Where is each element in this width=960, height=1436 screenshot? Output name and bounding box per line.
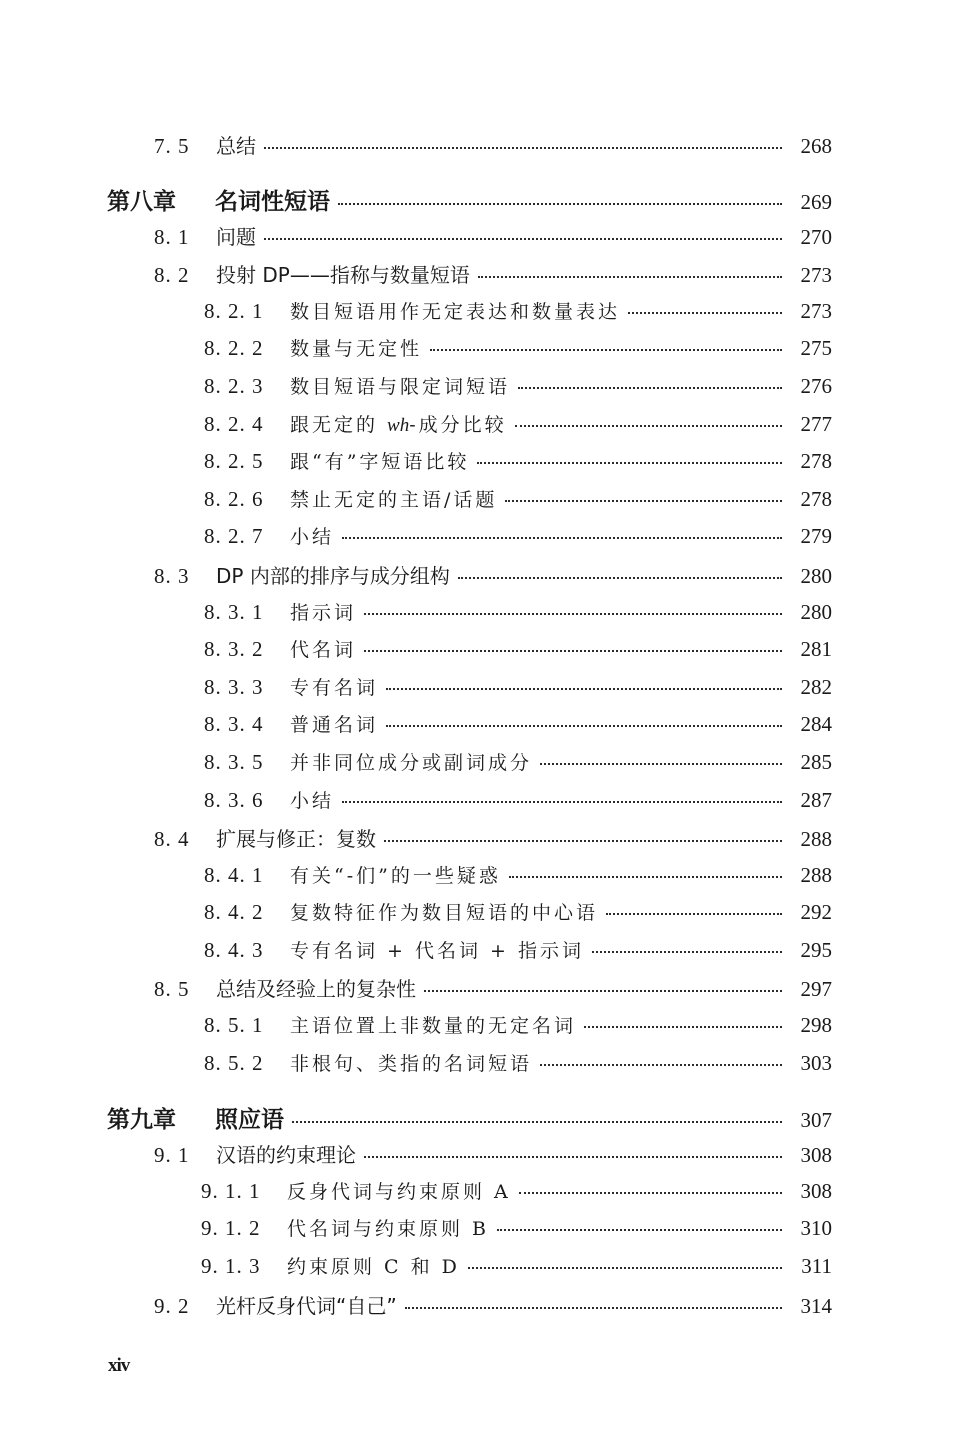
toc-entry-page: 285: [800, 750, 832, 774]
toc-entry-page: 297: [800, 977, 832, 1001]
toc-entry-title: 主语位置上非数量的无定名词: [290, 1015, 577, 1037]
toc-entry-page: 268: [800, 134, 832, 158]
toc-entry-page: 277: [800, 412, 832, 436]
toc-entry-page: 292: [800, 900, 832, 924]
toc-entry-number: 8. 2. 3: [204, 374, 264, 398]
toc-entry-title: 照应语: [215, 1107, 284, 1133]
toc-entry-sub[interactable]: [204, 410, 832, 440]
toc-entry-number: 9. 1. 2: [201, 1216, 261, 1240]
toc-entry-number: 8. 3. 5: [204, 750, 264, 774]
toc-entry-number: 8. 2. 7: [204, 524, 264, 548]
dot-leader: [468, 1261, 782, 1269]
toc-entry-chapter[interactable]: [107, 183, 832, 213]
toc-entry-title: 反身代词与约束原则 A: [287, 1181, 511, 1203]
dot-leader: [497, 1223, 782, 1231]
toc-entry-title: DP 内部的排序与成分组构: [216, 564, 450, 588]
toc-entry-number: 第九章: [107, 1107, 176, 1133]
toc-entry-section[interactable]: [154, 823, 832, 853]
toc-entry-section[interactable]: [154, 221, 832, 251]
toc-entry-title: 代名词: [290, 639, 357, 661]
toc-entry-page: 287: [800, 788, 832, 812]
toc-entry-page: 308: [800, 1179, 832, 1203]
dot-leader: [424, 984, 782, 992]
toc-entry-number: 8. 4: [154, 827, 190, 851]
dot-leader: [364, 1150, 782, 1158]
toc-entry-title: 专有名词: [290, 677, 379, 699]
dot-leader: [405, 1301, 782, 1309]
toc-entry-title: 跟无定的 wh-成分比较: [290, 414, 507, 436]
toc-entry-title: 并非同位成分或副词成分: [290, 752, 533, 774]
toc-entry-section[interactable]: [154, 1139, 832, 1169]
dot-leader: [509, 870, 782, 878]
toc-entry-page: 276: [800, 374, 832, 398]
toc-entry-section[interactable]: [154, 130, 832, 160]
toc-entry-number: 8. 4. 2: [204, 900, 264, 924]
toc-entry-sub[interactable]: [204, 1049, 832, 1079]
dot-leader: [292, 1115, 782, 1123]
toc-entry-sub[interactable]: [204, 334, 832, 364]
toc-entry-page: 282: [800, 675, 832, 699]
toc-entry-number: 8. 3. 3: [204, 675, 264, 699]
toc-entry-number: 8. 1: [154, 225, 190, 249]
toc-entry-section[interactable]: [154, 259, 832, 289]
toc-entry-section[interactable]: [154, 1290, 832, 1320]
toc-entry-page: 298: [800, 1013, 832, 1037]
dot-leader: [518, 381, 782, 389]
toc-entry-title: 数目短语用作无定表达和数量表达: [290, 301, 621, 323]
dot-leader: [519, 1186, 782, 1194]
toc-entry-number: 8. 3: [154, 564, 190, 588]
toc-entry-page: 307: [800, 1108, 832, 1132]
dot-leader: [386, 682, 782, 690]
dot-leader: [264, 141, 782, 149]
toc-entry-title: 专有名词 + 代名词 + 指示词: [290, 940, 584, 962]
toc-entry-number: 第八章: [107, 189, 176, 215]
toc-entry-title: 复数特征作为数目短语的中心语: [290, 902, 599, 924]
toc-entry-page: 270: [800, 225, 832, 249]
toc-entry-page: 288: [800, 827, 832, 851]
page-number-folio: xiv: [108, 1355, 130, 1376]
toc-entry-page: 303: [800, 1051, 832, 1075]
toc-entry-title: 总结: [216, 134, 256, 158]
toc-entry-sub[interactable]: [204, 710, 832, 740]
dot-leader: [540, 757, 782, 765]
toc-entry-page: 314: [800, 1294, 832, 1318]
dot-leader: [342, 795, 782, 803]
toc-entry-page: 281: [800, 637, 832, 661]
toc-entry-title: 扩展与修正：复数: [216, 827, 376, 851]
toc-entry-title: 投射 DP——指称与数量短语: [216, 263, 470, 287]
dot-leader: [384, 834, 782, 842]
toc-entry-sub[interactable]: [204, 522, 832, 552]
dot-leader: [505, 494, 782, 502]
dot-leader: [606, 907, 782, 915]
toc-entry-sub[interactable]: [204, 786, 832, 816]
dot-leader: [584, 1020, 782, 1028]
toc-entry-sub[interactable]: [201, 1252, 832, 1282]
dot-leader: [386, 719, 782, 727]
toc-entry-page: 310: [800, 1216, 832, 1240]
dot-leader: [540, 1058, 782, 1066]
dot-leader: [515, 419, 782, 427]
dot-leader: [342, 531, 782, 539]
toc-entry-sub[interactable]: [204, 861, 832, 891]
toc-entry-page: 279: [800, 524, 832, 548]
toc-entry-number: 8. 2. 5: [204, 449, 264, 473]
toc-entry-sub[interactable]: [204, 748, 832, 778]
toc-entry-title: 问题: [216, 225, 256, 249]
toc-entry-title: 小结: [290, 790, 335, 812]
toc-entry-number: 9. 1: [154, 1143, 190, 1167]
toc-entry-number: 8. 3. 4: [204, 712, 264, 736]
toc-entry-page: 280: [800, 564, 832, 588]
toc-entry-sub[interactable]: [204, 898, 832, 928]
toc-entry-title: 数量与无定性: [290, 338, 423, 360]
toc-entry-title: 禁止无定的主语/话题: [290, 489, 498, 511]
toc-entry-page: 278: [800, 449, 832, 473]
toc-entry-page: 269: [800, 190, 832, 214]
toc-entry-sub[interactable]: [204, 447, 832, 477]
dot-leader: [478, 270, 782, 278]
toc-entry-chapter[interactable]: [107, 1101, 832, 1131]
toc-entry-number: 8. 2. 2: [204, 336, 264, 360]
toc-entry-number: 8. 3. 2: [204, 637, 264, 661]
toc-entry-page: 288: [800, 863, 832, 887]
toc-entry-page: 295: [800, 938, 832, 962]
toc-entry-title: 总结及经验上的复杂性: [216, 977, 416, 1001]
toc-entry-page: 278: [800, 487, 832, 511]
toc-entry-sub[interactable]: [204, 936, 832, 966]
toc-entry-title: 小结: [290, 526, 335, 548]
toc-entry-number: 8. 3. 6: [204, 788, 264, 812]
toc-entry-number: 8. 2. 4: [204, 412, 264, 436]
toc-entry-sub[interactable]: [204, 598, 832, 628]
toc-entry-title: 指示词: [290, 602, 357, 624]
dot-leader: [364, 607, 782, 615]
toc-entry-page: 275: [800, 336, 832, 360]
toc-entry-number: 8. 5. 2: [204, 1051, 264, 1075]
toc-entry-sub[interactable]: [204, 673, 832, 703]
toc-entry-number: 9. 2: [154, 1294, 190, 1318]
toc-entry-sub[interactable]: [201, 1214, 832, 1244]
toc-entry-number: 8. 3. 1: [204, 600, 264, 624]
toc-entry-number: 8. 2. 6: [204, 487, 264, 511]
toc-entry-title: 光杆反身代词“自己”: [216, 1294, 397, 1318]
toc-entry-section[interactable]: [154, 560, 832, 590]
toc-entry-number: 8. 4. 3: [204, 938, 264, 962]
toc-entry-number: 8. 5: [154, 977, 190, 1001]
toc-entry-title: 非根句、类指的名词短语: [290, 1053, 533, 1075]
toc-entry-number: 8. 2: [154, 263, 190, 287]
dot-leader: [264, 232, 782, 240]
toc-entry-sub[interactable]: [204, 485, 832, 515]
toc-entry-number: 7. 5: [154, 134, 190, 158]
toc-entry-title: 普通名词: [290, 714, 379, 736]
toc-entry-title: 汉语的约束理论: [216, 1143, 356, 1167]
dot-leader: [338, 197, 782, 205]
dot-leader: [430, 343, 782, 351]
toc-entry-page: 273: [800, 263, 832, 287]
toc-entry-sub[interactable]: [204, 297, 832, 327]
dot-leader: [628, 306, 782, 314]
toc-entry-page: 280: [800, 600, 832, 624]
toc-entry-title: 有关“-们”的一些疑惑: [290, 865, 501, 887]
toc-entry-title: 跟“有”字短语比较: [290, 451, 470, 473]
toc-entry-number: 8. 5. 1: [204, 1013, 264, 1037]
toc-entry-sub[interactable]: [201, 1177, 832, 1207]
toc-entry-section[interactable]: [154, 973, 832, 1003]
dot-leader: [364, 644, 782, 652]
toc-entry-page: 311: [801, 1254, 832, 1278]
toc-entry-sub[interactable]: [204, 635, 832, 665]
toc-entry-number: 8. 4. 1: [204, 863, 264, 887]
toc-entry-number: 8. 2. 1: [204, 299, 264, 323]
dot-leader: [458, 571, 782, 579]
toc-entry-page: 308: [800, 1143, 832, 1167]
toc-entry-page: 284: [800, 712, 832, 736]
toc-entry-page: 273: [800, 299, 832, 323]
toc-entry-title: 代名词与约束原则 B: [287, 1218, 490, 1240]
toc-entry-number: 9. 1. 3: [201, 1254, 261, 1278]
toc-entry-title: 名词性短语: [215, 189, 330, 215]
toc-entry-title: 数目短语与限定词短语: [290, 376, 511, 398]
toc-entry-sub[interactable]: [204, 372, 832, 402]
toc-entry-number: 9. 1. 1: [201, 1179, 261, 1203]
toc-entry-title: 约束原则 C 和 D: [287, 1256, 460, 1278]
toc-entry-sub[interactable]: [204, 1011, 832, 1041]
dot-leader: [592, 945, 782, 953]
dot-leader: [477, 456, 782, 464]
